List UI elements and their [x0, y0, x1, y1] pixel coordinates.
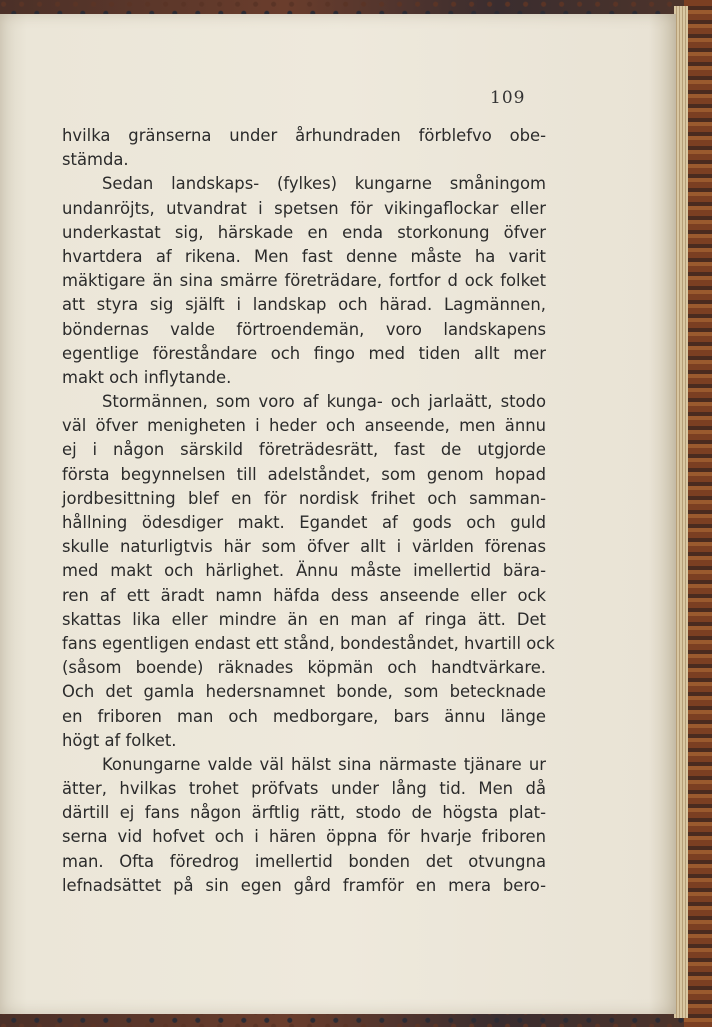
text-line: serna vid hofvet och i hären öppna för hvarje friboren	[62, 827, 546, 847]
text-line: böndernas valde förtroendemän, voro landskapens	[62, 319, 546, 339]
page-sheet	[0, 14, 676, 1014]
text-line: hållning ödesdiger makt. Egandet af gods och guld	[62, 513, 546, 532]
text-line: därtill ej fans någon ärftlig rätt, stodo de högsta plat-	[62, 803, 546, 823]
text-line: Stormännen, som voro af kunga- och jarlaätt, stodo	[102, 392, 546, 412]
text-line: Konungarne valde väl hälst sina närmaste tjänare ur	[102, 754, 546, 774]
text-line: hvartdera af rikena. Men fast denne måste ha varit	[62, 246, 546, 266]
text-line: makt och inflytande.	[62, 367, 232, 387]
book-cover-edge	[684, 0, 712, 1027]
text-line: att styra sig själft i landskap och härad. Lagmännen,	[62, 295, 546, 315]
text-line: högt af folket.	[62, 730, 177, 750]
text-line: ej i någon särskild företrädesrätt, fast de utgjorde	[62, 440, 546, 460]
text-line: jordbesittning blef en för nordisk frihet och samman-	[62, 488, 546, 508]
text-line: skattas lika eller mindre än en man af ringa ätt. Det	[62, 609, 546, 629]
text-line: fans egentligen endast ett stånd, bondeståndet, hvartill ock	[62, 633, 555, 653]
text-line: skulle naturligtvis här som öfver allt i världen förenas	[62, 537, 546, 557]
page-number: 109	[490, 88, 526, 108]
text-line: man. Ofta föredrog imellertid bonden det otvungna	[62, 851, 546, 871]
text-line: en friboren man och medborgare, bars ännu länge	[62, 706, 546, 726]
text-line: Sedan landskaps- (fylkes) kungarne småningom	[102, 174, 546, 194]
text-line: första begynnelsen till adelståndet, som genom hopad	[62, 464, 546, 484]
page-leaf-edges	[674, 6, 688, 1018]
text-line: underkastat sig, härskade en enda storkonung öfver	[62, 222, 546, 242]
body-text	[62, 124, 555, 898]
text-line: stämda.	[62, 150, 129, 170]
text-line: egentlige föreståndare och fingo med tiden allt mer	[62, 343, 546, 363]
text-line: Och det gamla hedersnamnet bonde, som betecknade	[62, 682, 546, 702]
text-line: (såsom boende) räknades köpmän och handtvärkare.	[62, 658, 546, 678]
text-line: ren af ett äradt namn häfda dess anseende eller ock	[62, 585, 546, 605]
text-line: lefnadsättet på sin egen gård framför en mera bero-	[62, 875, 546, 895]
text-line: väl öfver menigheten i heder och anseende, men ännu	[62, 416, 546, 436]
text-line: med makt och härlighet. Ännu måste imellertid bära-	[62, 561, 546, 581]
text-line: mäktigare än sina smärre företrädare, fortfor d ock folket	[62, 271, 546, 291]
text-line: undanröjts, utvandrat i spetsen för vikingaflockar eller	[62, 198, 546, 218]
text-line: ätter, hvilkas trohet pröfvats under lång tid. Men då	[62, 779, 546, 799]
text-line: hvilka gränserna under århundraden förblefvo obe-	[62, 126, 546, 145]
